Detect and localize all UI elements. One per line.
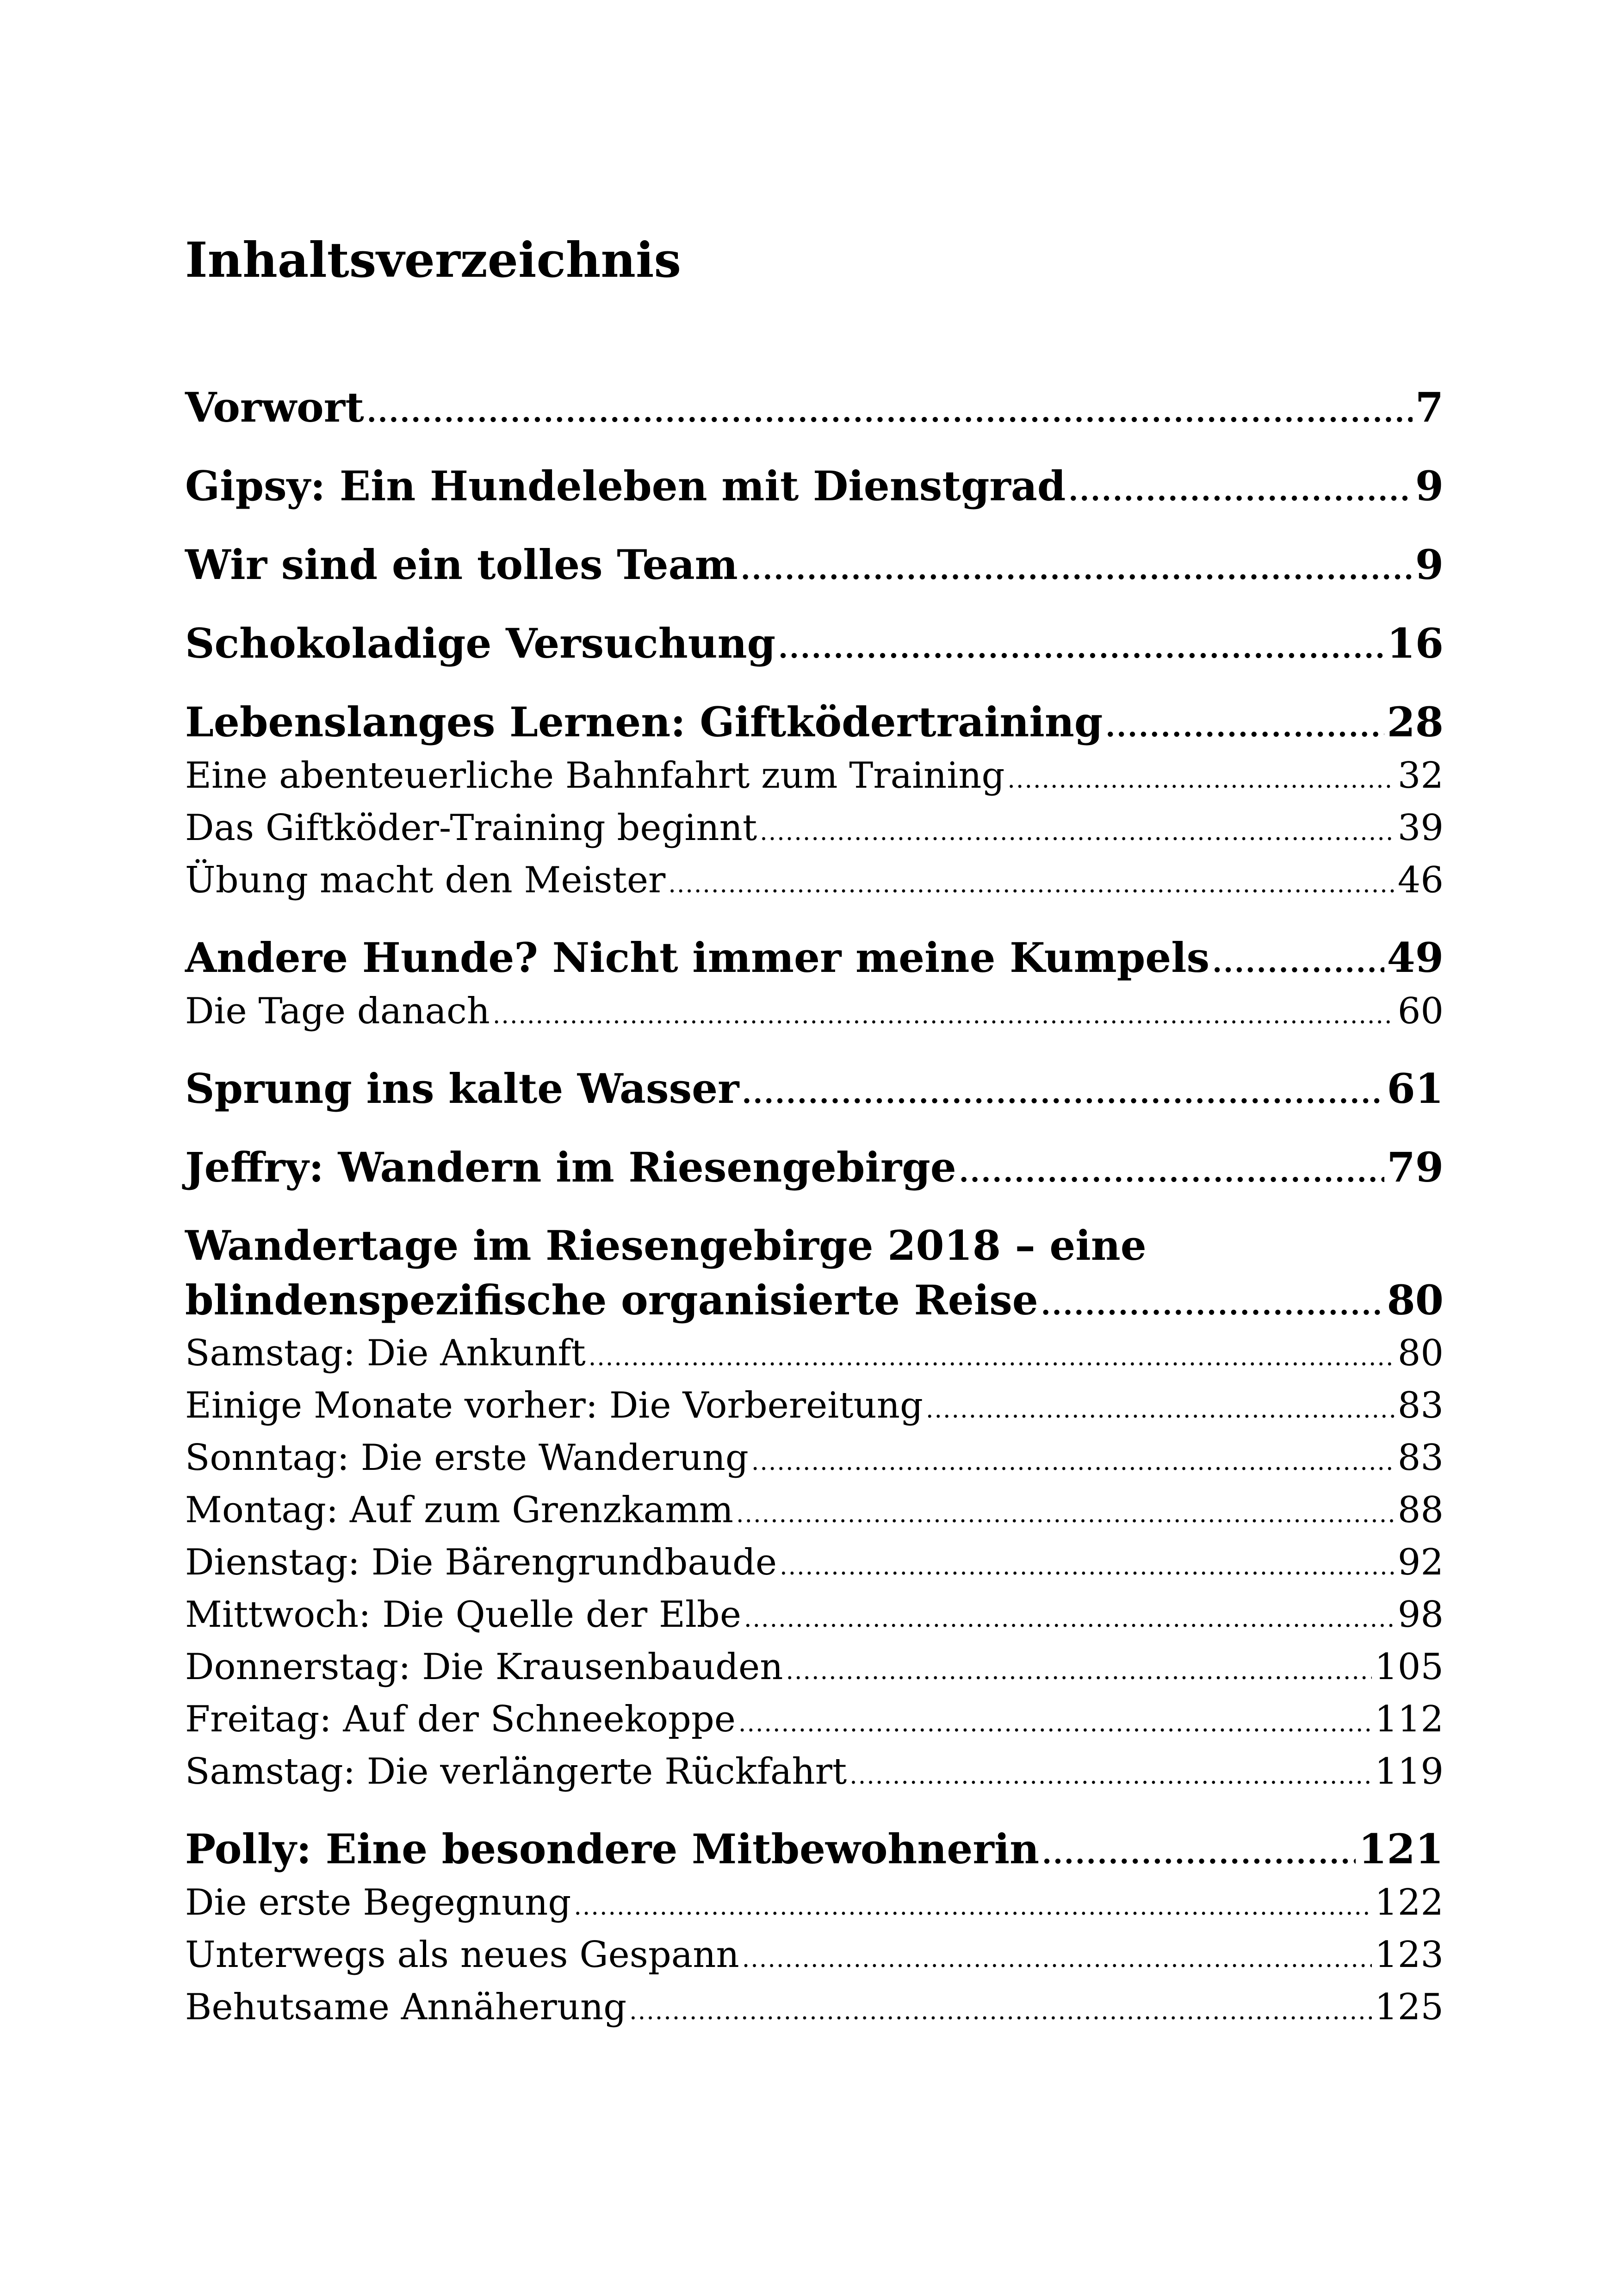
toc-page-number: 83 — [1397, 1385, 1444, 1426]
toc-chapter-label: Polly: Eine besondere Mitbewohnerin — [185, 1825, 1040, 1873]
toc-section[interactable] — [185, 750, 1444, 802]
toc-page-number: 80 — [1387, 1276, 1444, 1324]
toc-section[interactable] — [185, 1929, 1444, 1981]
toc-page-number: 61 — [1387, 1064, 1444, 1113]
toc-section-label: Das Giftköder-Training beginnt — [185, 807, 757, 849]
toc-section[interactable] — [185, 1380, 1444, 1432]
dot-leader — [849, 1750, 1372, 1802]
toc-chapter-polly[interactable] — [185, 1821, 1444, 1877]
dot-leader — [744, 1593, 1395, 1645]
toc-section-label: Unterwegs als neues Gespann — [185, 1934, 739, 1976]
toc-chapter-label: Lebenslanges Lernen: Giftködertraining — [185, 698, 1103, 746]
toc-page-number: 83 — [1397, 1437, 1444, 1479]
toc-section-label: Samstag: Die Ankunft — [185, 1332, 586, 1374]
toc-section-label: Übung macht den Meister — [185, 859, 666, 901]
dot-leader — [751, 1436, 1395, 1488]
toc-section[interactable] — [185, 854, 1444, 907]
dot-leader — [1042, 1826, 1356, 1882]
dot-leader — [760, 806, 1395, 859]
toc-page-number: 9 — [1415, 541, 1444, 589]
toc-page-number: 112 — [1375, 1699, 1444, 1740]
toc-section[interactable] — [185, 1981, 1444, 2034]
toc-chapter-label: Gipsy: Ein Hundeleben mit Dienstgrad — [185, 462, 1066, 510]
toc-section-label: Behutsame Annäherung — [185, 1986, 627, 2028]
dot-leader — [742, 1933, 1372, 1985]
toc-chapter-gipsy[interactable] — [185, 458, 1444, 514]
toc-page-number: 49 — [1387, 933, 1444, 982]
toc-page-number: 7 — [1415, 383, 1444, 431]
dot-leader — [589, 1332, 1395, 1384]
dot-leader — [1041, 1278, 1384, 1332]
dot-leader — [778, 621, 1384, 676]
toc-page-number: 39 — [1397, 807, 1444, 849]
toc-chapter-vorwort[interactable] — [185, 380, 1444, 435]
toc-section[interactable] — [185, 1537, 1444, 1589]
toc-chapter-wandertage[interactable] — [185, 1218, 1444, 1327]
toc-page-number: 9 — [1415, 462, 1444, 510]
dot-leader — [1105, 699, 1384, 755]
toc-page-number: 119 — [1375, 1751, 1444, 1792]
toc-section-label: Die Tage danach — [185, 990, 490, 1032]
toc-chapter-label: Schokoladige Versuchung — [185, 619, 776, 667]
toc-chapter-hunde[interactable] — [185, 930, 1444, 985]
toc-section-label: Freitag: Auf der Schneekoppe — [185, 1699, 736, 1740]
toc-chapter-label-line1: Wandertage im Riesengebirge 2018 – eine — [185, 1221, 1147, 1269]
toc-section-label: Einige Monate vorher: Die Vorbereitung — [185, 1385, 923, 1426]
toc-section[interactable] — [185, 1484, 1444, 1537]
toc-chapter-label-line2: blindenspezifische organisierte Reise — [185, 1276, 1038, 1324]
dot-leader — [738, 1698, 1372, 1750]
toc-section[interactable] — [185, 1746, 1444, 1798]
toc-page-number: 32 — [1397, 755, 1444, 796]
dot-leader — [668, 859, 1395, 911]
toc-chapter-lernen[interactable] — [185, 694, 1444, 750]
toc-section-label: Die erste Begegnung — [185, 1882, 571, 1923]
dot-leader — [367, 385, 1413, 440]
toc-page-number: 80 — [1397, 1332, 1444, 1374]
page-title: Inhaltsverzeichnis — [185, 231, 682, 288]
toc-page-number: 16 — [1387, 619, 1444, 667]
dot-leader — [786, 1645, 1372, 1698]
toc-section[interactable] — [185, 1641, 1444, 1693]
toc-section-label: Donnerstag: Die Krausenbauden — [185, 1646, 783, 1688]
toc-page-number: 122 — [1375, 1882, 1444, 1923]
toc-chapter-label: Wir sind ein tolles Team — [185, 541, 738, 589]
toc-page-number: 88 — [1397, 1489, 1444, 1531]
table-of-contents — [185, 380, 1444, 2034]
dot-leader — [742, 1066, 1384, 1121]
toc-chapter-label: Vorwort — [185, 383, 364, 431]
dot-leader — [493, 989, 1395, 1042]
dot-leader — [736, 1488, 1395, 1541]
toc-section-label: Dienstag: Die Bärengrundbaude — [185, 1542, 777, 1583]
dot-leader — [926, 1384, 1395, 1436]
toc-section[interactable] — [185, 1432, 1444, 1484]
toc-page-number: 105 — [1375, 1646, 1444, 1688]
toc-section[interactable] — [185, 802, 1444, 854]
toc-section-label: Mittwoch: Die Quelle der Elbe — [185, 1594, 741, 1636]
toc-chapter-jeffry[interactable] — [185, 1139, 1444, 1195]
toc-page-number: 46 — [1397, 859, 1444, 901]
dot-leader — [629, 1985, 1372, 2038]
toc-page-number: 28 — [1387, 698, 1444, 746]
dot-leader — [1068, 463, 1412, 519]
toc-page-number: 125 — [1375, 1986, 1444, 2028]
toc-page-number: 98 — [1397, 1594, 1444, 1636]
dot-leader — [780, 1541, 1395, 1593]
dot-leader — [574, 1881, 1372, 1933]
toc-section-label: Sonntag: Die erste Wanderung — [185, 1437, 749, 1479]
toc-section-label: Eine abenteuerliche Bahnfahrt zum Training — [185, 755, 1005, 796]
toc-chapter-label: Jeffry: Wandern im Riesengebirge — [185, 1143, 956, 1191]
toc-chapter-team[interactable] — [185, 537, 1444, 592]
toc-chapter-sprung[interactable] — [185, 1061, 1444, 1116]
toc-section[interactable] — [185, 985, 1444, 1038]
toc-page-number: 123 — [1375, 1934, 1444, 1976]
toc-section[interactable] — [185, 1327, 1444, 1380]
toc-section[interactable] — [185, 1877, 1444, 1929]
dot-leader — [1007, 754, 1395, 806]
toc-chapter-label: Sprung ins kalte Wasser — [185, 1064, 739, 1113]
toc-page-number: 79 — [1387, 1143, 1444, 1191]
toc-chapter-schoko[interactable] — [185, 616, 1444, 671]
toc-section-label: Samstag: Die verlängerte Rückfahrt — [185, 1751, 847, 1792]
toc-page-number: 60 — [1397, 990, 1444, 1032]
dot-leader — [741, 542, 1413, 597]
toc-section[interactable] — [185, 1589, 1444, 1641]
toc-section[interactable] — [185, 1693, 1444, 1746]
toc-section-label: Montag: Auf zum Grenzkamm — [185, 1489, 734, 1531]
dot-leader — [1212, 935, 1384, 990]
toc-chapter-label: Andere Hunde? Nicht immer meine Kumpels — [185, 933, 1210, 982]
dot-leader — [959, 1145, 1384, 1200]
toc-page-number: 121 — [1358, 1825, 1444, 1873]
toc-page-number: 92 — [1397, 1542, 1444, 1583]
